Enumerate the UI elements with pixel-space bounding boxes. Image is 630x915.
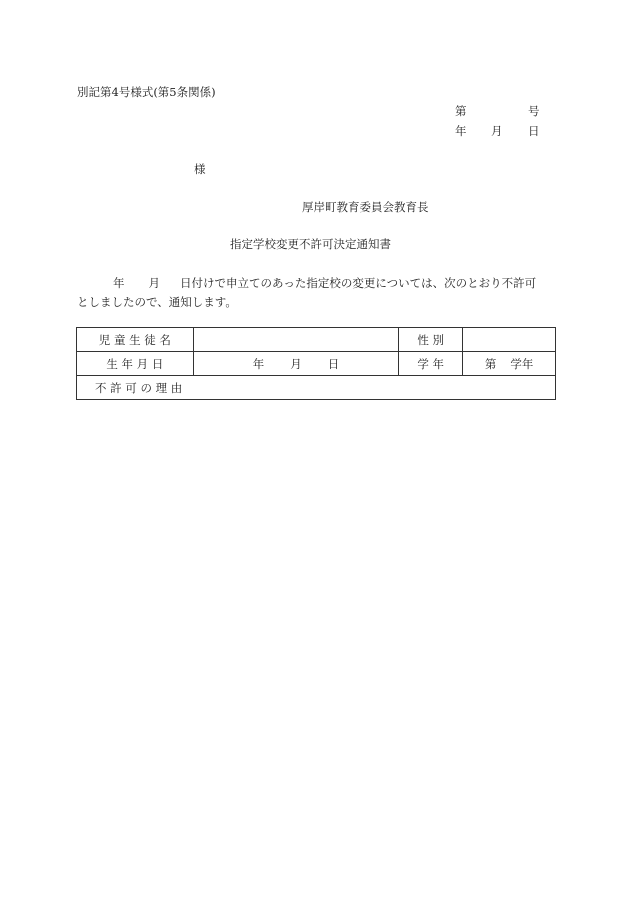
body-line-1 xyxy=(77,274,555,293)
addressee-honorific: 様 xyxy=(194,162,206,176)
table-row xyxy=(77,352,556,376)
table-row xyxy=(77,376,556,400)
dob-field[interactable] xyxy=(193,352,399,376)
dob-month: 月 xyxy=(290,356,302,371)
date-year: 年 xyxy=(455,124,467,138)
reason-label[interactable]: 不 許 可 の 理 由 xyxy=(77,376,556,400)
document-title: 指定学校変更不許可決定通知書 xyxy=(230,237,391,251)
date-month: 月 xyxy=(491,124,503,138)
grade-label: 学 年 xyxy=(399,352,463,376)
student-name-label: 児 童 生 徒 名 xyxy=(77,328,194,352)
gender-field[interactable] xyxy=(463,328,556,352)
number-suffix: 号 xyxy=(528,104,540,118)
student-name-field[interactable] xyxy=(193,328,399,352)
dob-day: 日 xyxy=(327,356,340,371)
dob-label: 生 年 月 日 xyxy=(77,352,194,376)
body-line-1-text: 日付けで申立てのあった指定校の変更については、次のとおり不許可 xyxy=(180,276,537,290)
notice-body xyxy=(77,274,555,312)
grade-field[interactable] xyxy=(463,352,556,376)
gender-label: 性 別 xyxy=(399,328,463,352)
date-day: 日 xyxy=(528,124,540,138)
number-prefix: 第 xyxy=(455,104,467,118)
grade-suffix: 学年 xyxy=(510,356,534,371)
dob-year: 年 xyxy=(252,356,265,371)
body-year: 年 xyxy=(113,276,125,290)
grade-prefix: 第 xyxy=(484,356,497,371)
body-month: 月 xyxy=(148,276,160,290)
sender-name: 厚岸町教育委員会教育長 xyxy=(302,200,429,214)
body-line-2: としましたので、通知します。 xyxy=(77,295,237,309)
table-row xyxy=(77,328,556,352)
form-number-label: 別記第4号様式(第5条関係) xyxy=(77,85,216,99)
student-info-table xyxy=(76,327,556,400)
